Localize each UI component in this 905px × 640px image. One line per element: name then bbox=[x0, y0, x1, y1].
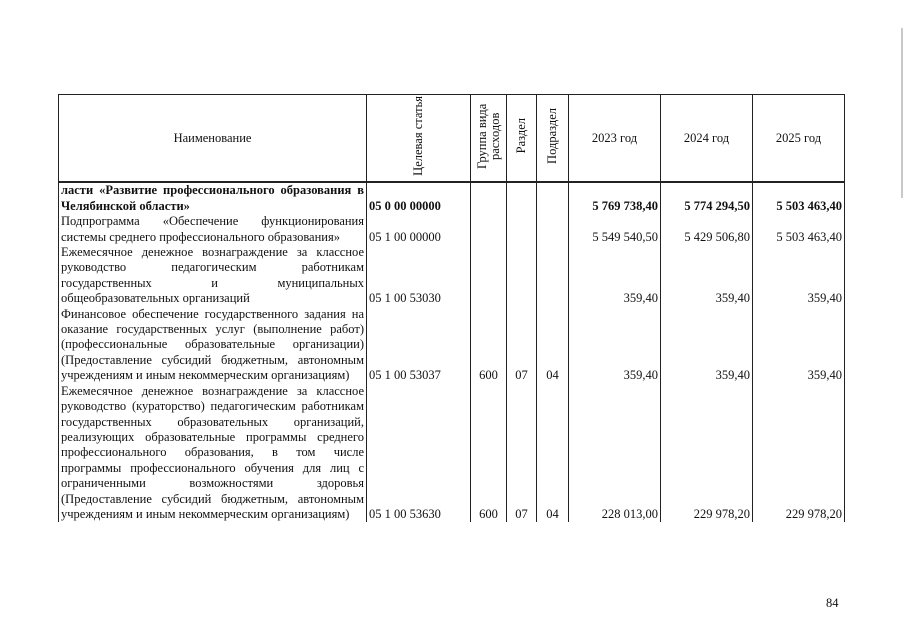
header-year-2023: 2023 год bbox=[569, 95, 661, 183]
header-expense-group: Группа вида расходов bbox=[471, 95, 507, 183]
row-subsection bbox=[537, 245, 569, 307]
row-name: Ежемесячное денежное вознаграждение за классное руководство (кураторство) педагогическим работникам государственных образовательных организаций, реализующих образовательные программы среднего профессионального образования, в том числе программы профессионального обучения для лиц с ограниченными возможностями здоровья (Предоставление субсидий бюджетным, автономным учреждениям и иным некоммерческим организациям) bbox=[59, 384, 367, 523]
table-header-row bbox=[59, 95, 845, 183]
row-subsection bbox=[537, 214, 569, 245]
table-row bbox=[59, 182, 845, 214]
header-section: Раздел bbox=[507, 95, 537, 183]
row-amount-2023: 359,40 bbox=[569, 245, 661, 307]
row-section bbox=[507, 182, 537, 214]
row-name: Подпрограмма «Обеспечение функционирования системы среднего профессионального образования» bbox=[59, 214, 367, 245]
row-section: 07 bbox=[507, 384, 537, 523]
row-amount-2024: 229 978,20 bbox=[661, 384, 753, 523]
row-amount-2024: 359,40 bbox=[661, 245, 753, 307]
row-target-code: 05 1 00 53037 bbox=[367, 307, 471, 384]
row-subsection bbox=[537, 182, 569, 214]
header-subsection: Подраздел bbox=[537, 95, 569, 183]
row-name: Финансовое обеспечение государственного задания на оказание государственных услуг (выполнение работ) (профессиональные образовательные организации) (Предоставление субсидий бюджетным, автономным учреждениям и иным некоммерческим организациям) bbox=[59, 307, 367, 384]
row-amount-2023: 5 769 738,40 bbox=[569, 182, 661, 214]
row-amount-2023: 359,40 bbox=[569, 307, 661, 384]
row-name: ласти «Развитие профессионального образования в Челябинской области» bbox=[59, 182, 367, 214]
row-amount-2025: 359,40 bbox=[753, 245, 845, 307]
row-expense-group bbox=[471, 182, 507, 214]
row-amount-2025: 229 978,20 bbox=[753, 384, 845, 523]
row-expense-group bbox=[471, 214, 507, 245]
row-section: 07 bbox=[507, 307, 537, 384]
header-target-article: Целевая статья bbox=[367, 95, 471, 183]
row-expense-group: 600 bbox=[471, 307, 507, 384]
row-section bbox=[507, 214, 537, 245]
row-amount-2025: 5 503 463,40 bbox=[753, 214, 845, 245]
row-subsection: 04 bbox=[537, 384, 569, 523]
row-section bbox=[507, 245, 537, 307]
row-target-code: 05 1 00 53630 bbox=[367, 384, 471, 523]
row-name: Ежемесячное денежное вознаграждение за классное руководство педагогическим работникам государственных и муниципальных общеобразовательных организаций bbox=[59, 245, 367, 307]
row-expense-group bbox=[471, 245, 507, 307]
table-row bbox=[59, 307, 845, 384]
header-year-2025: 2025 год bbox=[753, 95, 845, 183]
row-amount-2024: 5 429 506,80 bbox=[661, 214, 753, 245]
row-subsection: 04 bbox=[537, 307, 569, 384]
table-row bbox=[59, 245, 845, 307]
page-edge-mark bbox=[901, 28, 903, 198]
row-amount-2024: 5 774 294,50 bbox=[661, 182, 753, 214]
row-amount-2023: 228 013,00 bbox=[569, 384, 661, 523]
row-amount-2023: 5 549 540,50 bbox=[569, 214, 661, 245]
header-year-2024: 2024 год bbox=[661, 95, 753, 183]
header-name: Наименование bbox=[59, 95, 367, 183]
row-target-code: 05 1 00 00000 bbox=[367, 214, 471, 245]
row-target-code: 05 1 00 53030 bbox=[367, 245, 471, 307]
row-expense-group: 600 bbox=[471, 384, 507, 523]
row-target-code: 05 0 00 00000 bbox=[367, 182, 471, 214]
table-row bbox=[59, 384, 845, 523]
row-amount-2024: 359,40 bbox=[661, 307, 753, 384]
row-amount-2025: 359,40 bbox=[753, 307, 845, 384]
page-number: 84 bbox=[826, 596, 839, 610]
budget-table bbox=[58, 94, 845, 522]
row-amount-2025: 5 503 463,40 bbox=[753, 182, 845, 214]
table-row bbox=[59, 214, 845, 245]
